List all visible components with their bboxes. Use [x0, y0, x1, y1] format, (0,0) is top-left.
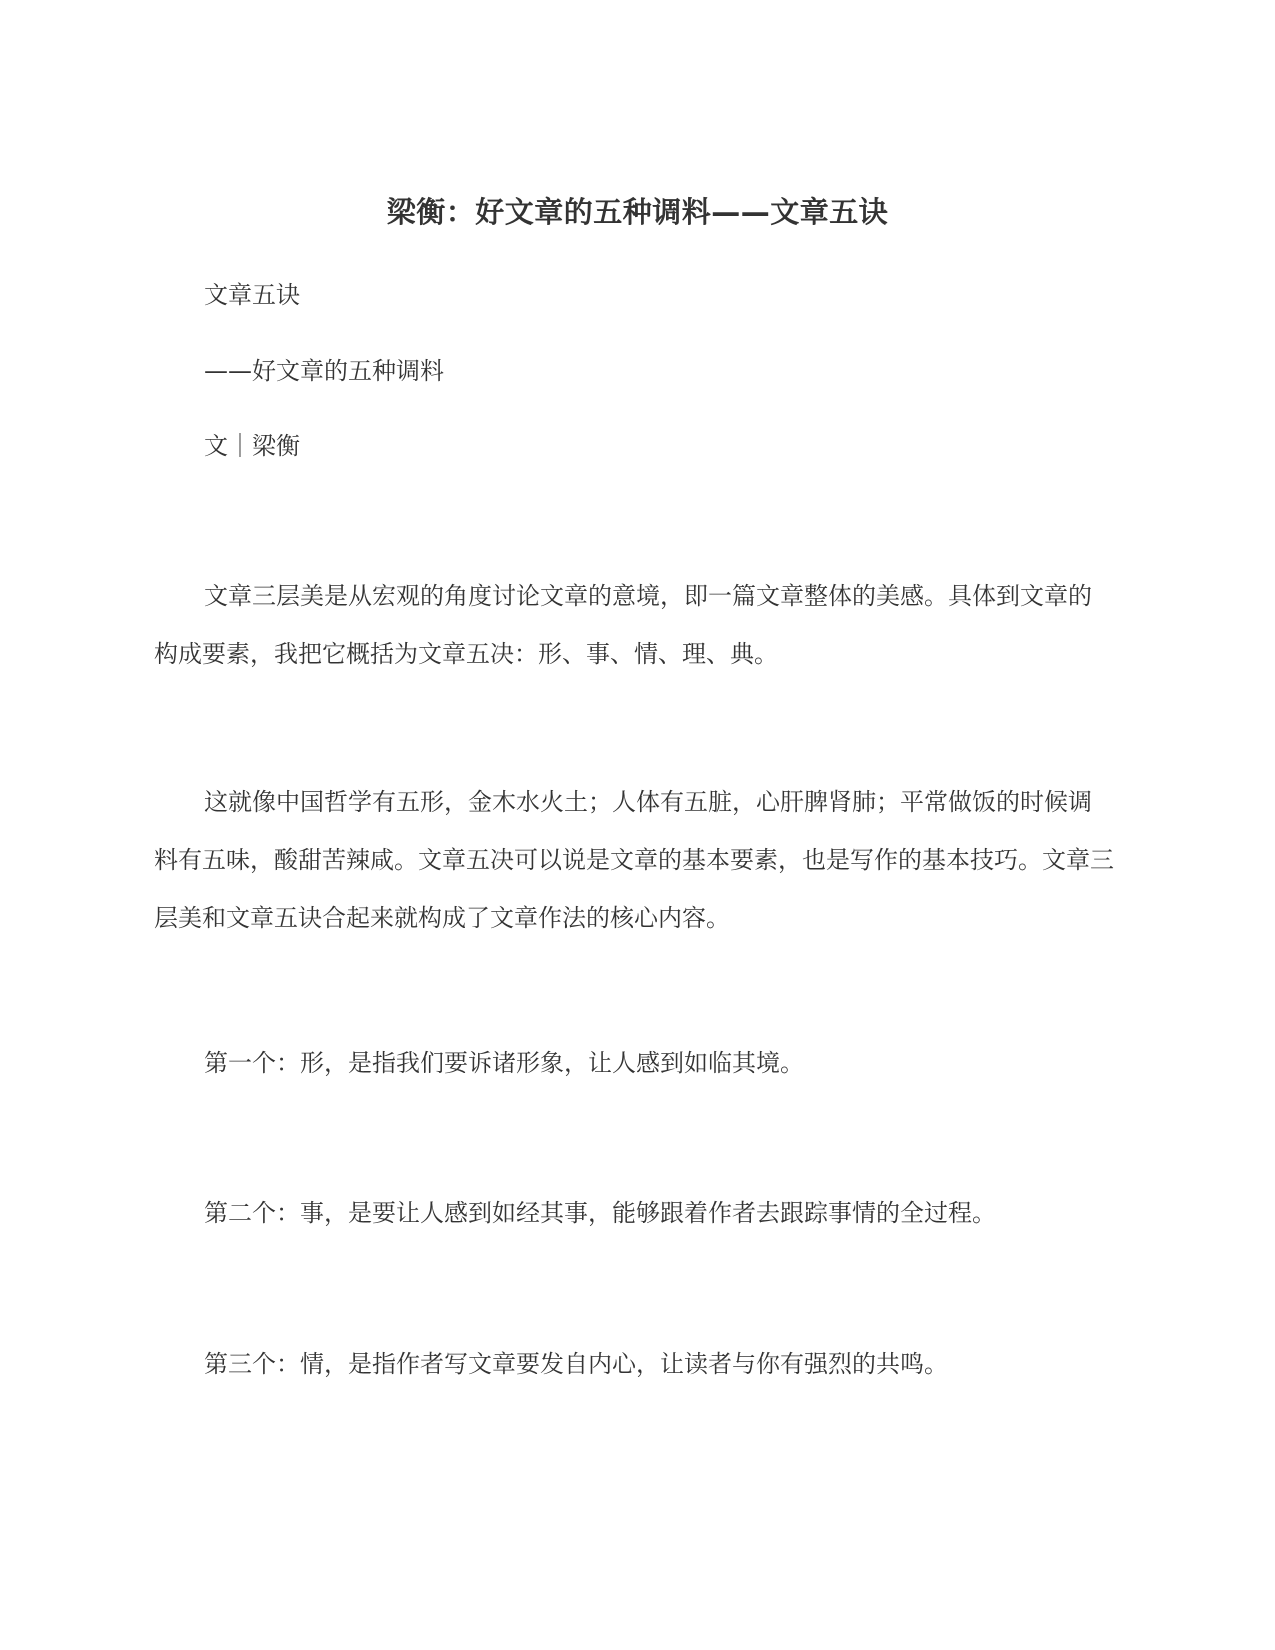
body-paragraph-5: 第三个：情，是指作者写文章要发自内心，让读者与你有强烈的共鸣。	[204, 1350, 948, 1378]
body-paragraph-4: 第二个：事，是要让人感到如经其事，能够跟着作者去跟踪事情的全过程。	[204, 1199, 996, 1227]
subtitle-tagline-paragraph: ——好文章的五种调料	[204, 357, 444, 385]
subtitle-paragraph: 文章五诀	[204, 281, 300, 309]
body-paragraph-1: 文章三层美是从宏观的角度讨论文章的意境，即一篇文章整体的美感。具体到文章的构成要素，我把它概括为文章五决：形、事、情、理、典。	[154, 582, 1092, 668]
body-paragraph-2: 这就像中国哲学有五形，金木水火土；人体有五脏，心肝脾肾肺；平常做饭的时候调料有五味，酸甜苦辣咸。文章五决可以说是文章的基本要素，也是写作的基本技巧。文章三层美和文章五诀合起来就构成了文章作法的核心内容。	[154, 788, 1114, 932]
body-paragraph-3: 第一个：形，是指我们要诉诸形象，让人感到如临其境。	[204, 1049, 804, 1077]
document-title: 梁衡：好文章的五种调料——文章五诀	[386, 195, 889, 229]
author-paragraph: 文｜梁衡	[204, 432, 300, 460]
